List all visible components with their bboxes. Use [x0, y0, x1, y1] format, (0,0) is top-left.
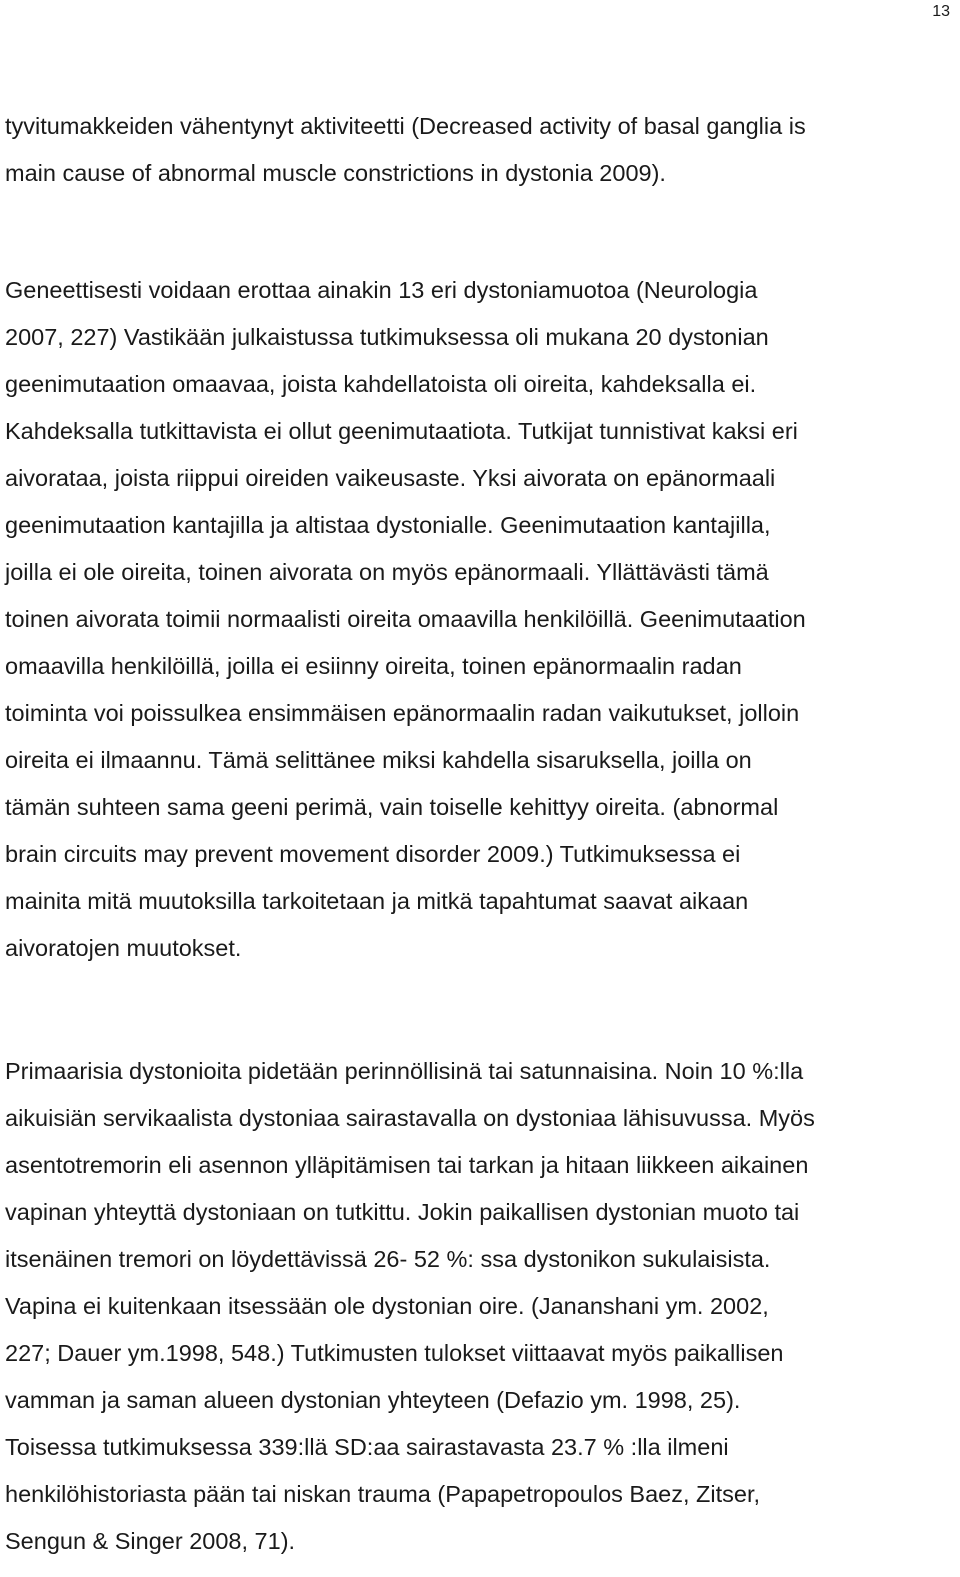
page-number: 13 [932, 3, 950, 20]
text-line: geenimutaation omaavaa, joista kahdellatoista oli oireita, kahdeksalla ei. [5, 371, 757, 397]
text-line: tyvitumakkeiden vähentynyt aktiviteetti (Decreased activity of basal ganglia is [5, 113, 806, 139]
text-line: toinen aivorata toimii normaalisti oireita omaavilla henkilöillä. Geenimutaation [5, 606, 806, 632]
text-line: Sengun & Singer 2008, 71). [5, 1528, 296, 1554]
text-line: vapinan yhteyttä dystoniaan on tutkittu. Jokin paikallisen dystonian muoto tai [5, 1199, 800, 1225]
text-line: Kahdeksalla tutkittavista ei ollut geenimutaatiota. Tutkijat tunnistivat kaksi eri [5, 418, 798, 444]
text-line: henkilöhistoriasta pään tai niskan trauma (Papapetropoulos Baez, Zitser, [5, 1481, 761, 1507]
text-line: aivoratojen muutokset. [5, 935, 242, 961]
paragraph-2 [5, 267, 955, 972]
text-line: Vapina ei kuitenkaan itsessään ole dystonian oire. (Jananshani ym. 2002, [5, 1293, 769, 1319]
text-line: Primaarisia dystonioita pidetään perinnöllisinä tai satunnaisina. Noin 10 %:lla [5, 1058, 804, 1084]
text-line: toiminta voi poissulkea ensimmäisen epänormaalin radan vaikutukset, jolloin [5, 700, 800, 726]
text-line: tämän suhteen sama geeni perimä, vain toiselle kehittyy oireita. (abnormal [5, 794, 779, 820]
text-line: oireita ei ilmaannu. Tämä selittänee miksi kahdella sisaruksella, joilla on [5, 747, 752, 773]
text-line: 2007, 227) Vastikään julkaistussa tutkimuksessa oli mukana 20 dystonian [5, 324, 769, 350]
document-body [5, 103, 955, 1565]
text-line: joilla ei ole oireita, toinen aivorata on myös epänormaali. Yllättävästi tämä [5, 559, 769, 585]
text-line: 227; Dauer ym.1998, 548.) Tutkimusten tulokset viittaavat myös paikallisen [5, 1340, 784, 1366]
text-line: omaavilla henkilöillä, joilla ei esiinny oireita, toinen epänormaalin radan [5, 653, 742, 679]
paragraph-1 [5, 103, 955, 197]
text-line: asentotremorin eli asennon ylläpitämisen tai tarkan ja hitaan liikkeen aikainen [5, 1152, 809, 1178]
text-line: itsenäinen tremori on löydettävissä 26- 52 %: ssa dystonikon sukulaisista. [5, 1246, 771, 1272]
text-line: Geneettisesti voidaan erottaa ainakin 13 eri dystoniamuotoa (Neurologia [5, 277, 758, 303]
text-line: aivorataa, joista riippui oireiden vaikeusaste. Yksi aivorata on epänormaali [5, 465, 776, 491]
text-line: brain circuits may prevent movement disorder 2009.) Tutkimuksessa ei [5, 841, 741, 867]
text-line: aikuisiän servikaalista dystoniaa sairastavalla on dystoniaa lähisuvussa. Myös [5, 1105, 815, 1131]
paragraph-3 [5, 1048, 955, 1565]
text-line: Toisessa tutkimuksessa 339:llä SD:aa sairastavasta 23.7 % :lla ilmeni [5, 1434, 729, 1460]
text-line: vamman ja saman alueen dystonian yhteyteen (Defazio ym. 1998, 25). [5, 1387, 741, 1413]
text-line: geenimutaation kantajilla ja altistaa dystonialle. Geenimutaation kantajilla, [5, 512, 771, 538]
text-line: main cause of abnormal muscle constrictions in dystonia 2009). [5, 160, 666, 186]
text-line: mainita mitä muutoksilla tarkoitetaan ja mitkä tapahtumat saavat aikaan [5, 888, 749, 914]
